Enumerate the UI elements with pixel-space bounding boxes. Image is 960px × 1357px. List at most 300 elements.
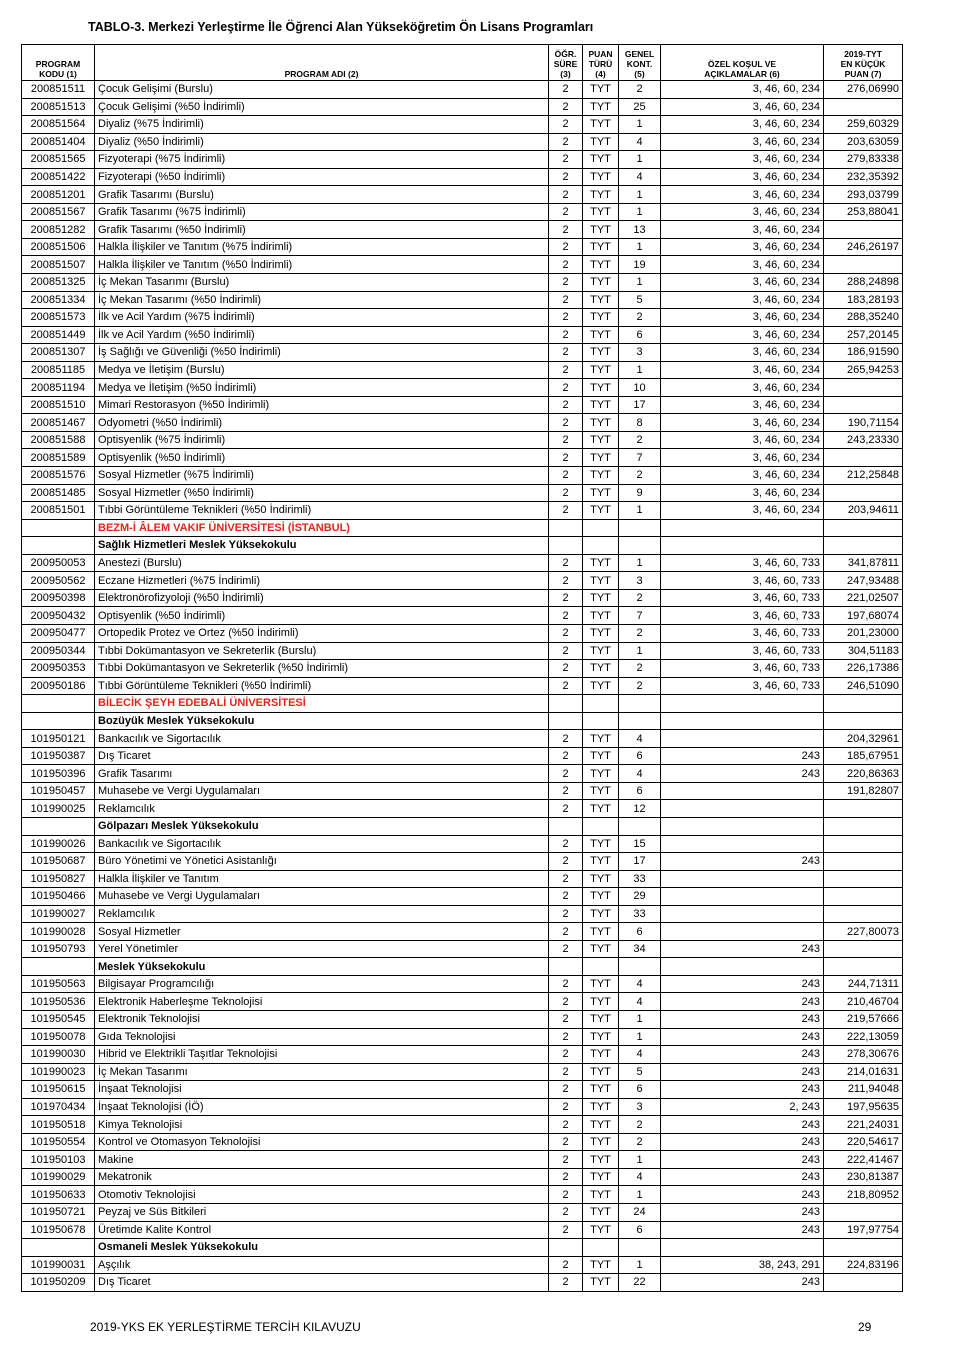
duration-cell: 2 bbox=[549, 1081, 583, 1099]
score-type-cell: TYT bbox=[583, 554, 619, 572]
program-code-cell: 101950121 bbox=[22, 730, 95, 748]
quota-cell: 2 bbox=[619, 1133, 661, 1151]
min-score-cell: 201,23000 bbox=[824, 624, 903, 642]
quota-cell: 6 bbox=[619, 1221, 661, 1239]
table-row bbox=[22, 361, 903, 379]
conditions-cell: 3, 46, 60, 234 bbox=[661, 309, 824, 327]
program-name-cell: Tıbbi Dokümantasyon ve Sekreterlik (%50 İndirimli) bbox=[95, 660, 549, 678]
score-type-cell: TYT bbox=[583, 1274, 619, 1292]
quota-cell bbox=[619, 712, 661, 730]
min-score-cell bbox=[824, 870, 903, 888]
min-score-cell: 278,30676 bbox=[824, 1046, 903, 1064]
program-code-cell: 200851467 bbox=[22, 414, 95, 432]
min-score-cell: 211,94048 bbox=[824, 1081, 903, 1099]
program-name-cell: Halkla İlişkiler ve Tanıtım bbox=[95, 870, 549, 888]
score-type-cell: TYT bbox=[583, 203, 619, 221]
program-code-cell: 101990025 bbox=[22, 800, 95, 818]
program-code-cell: 101950563 bbox=[22, 975, 95, 993]
program-name-cell: Büro Yönetimi ve Yönetici Asistanlığı bbox=[95, 853, 549, 871]
table-row bbox=[22, 782, 903, 800]
quota-cell: 4 bbox=[619, 1168, 661, 1186]
school-row bbox=[22, 817, 903, 835]
quota-cell: 6 bbox=[619, 782, 661, 800]
conditions-cell bbox=[661, 519, 824, 537]
quota-cell bbox=[619, 958, 661, 976]
table-row bbox=[22, 642, 903, 660]
quota-cell bbox=[619, 519, 661, 537]
quota-cell: 1 bbox=[619, 1010, 661, 1028]
min-score-cell: 183,28193 bbox=[824, 291, 903, 309]
score-type-cell: TYT bbox=[583, 484, 619, 502]
program-name-cell: Çocuk Gelişimi (%50 İndirimli) bbox=[95, 98, 549, 116]
conditions-cell: 3, 46, 60, 234 bbox=[661, 186, 824, 204]
program-code-cell: 101950387 bbox=[22, 747, 95, 765]
conditions-cell: 3, 46, 60, 234 bbox=[661, 116, 824, 134]
min-score-cell: 224,83196 bbox=[824, 1256, 903, 1274]
quota-cell: 4 bbox=[619, 993, 661, 1011]
table-row bbox=[22, 1151, 903, 1169]
score-type-cell: TYT bbox=[583, 747, 619, 765]
program-code-cell bbox=[22, 958, 95, 976]
conditions-cell: 3, 46, 60, 234 bbox=[661, 98, 824, 116]
table-row bbox=[22, 1274, 903, 1292]
conditions-cell bbox=[661, 905, 824, 923]
min-score-cell bbox=[824, 712, 903, 730]
quota-cell bbox=[619, 695, 661, 713]
table-row bbox=[22, 660, 903, 678]
school-row bbox=[22, 537, 903, 555]
table-row bbox=[22, 572, 903, 590]
score-type-cell: TYT bbox=[583, 1221, 619, 1239]
min-score-cell: 197,95635 bbox=[824, 1098, 903, 1116]
program-code-cell: 200851507 bbox=[22, 256, 95, 274]
duration-cell bbox=[549, 1239, 583, 1257]
min-score-cell: 222,41467 bbox=[824, 1151, 903, 1169]
conditions-cell: 3, 46, 60, 733 bbox=[661, 642, 824, 660]
program-name-cell: Diyaliz (%75 İndirimli) bbox=[95, 116, 549, 134]
quota-cell: 17 bbox=[619, 853, 661, 871]
score-type-cell: TYT bbox=[583, 888, 619, 906]
min-score-cell: 288,24898 bbox=[824, 274, 903, 292]
score-type-cell: TYT bbox=[583, 379, 619, 397]
quota-cell: 1 bbox=[619, 274, 661, 292]
duration-cell: 2 bbox=[549, 1010, 583, 1028]
score-type-cell: TYT bbox=[583, 765, 619, 783]
min-score-cell: 219,57666 bbox=[824, 1010, 903, 1028]
program-code-cell: 101950633 bbox=[22, 1186, 95, 1204]
conditions-cell bbox=[661, 782, 824, 800]
program-name-cell: Diyaliz (%50 İndirimli) bbox=[95, 133, 549, 151]
program-name-cell: Muhasebe ve Vergi Uygulamaları bbox=[95, 782, 549, 800]
conditions-cell: 3, 46, 60, 234 bbox=[661, 168, 824, 186]
program-code-cell: 200950477 bbox=[22, 624, 95, 642]
conditions-cell: 3, 46, 60, 234 bbox=[661, 379, 824, 397]
table-row bbox=[22, 1256, 903, 1274]
table-body bbox=[22, 81, 903, 1292]
duration-cell: 2 bbox=[549, 1063, 583, 1081]
quota-cell: 7 bbox=[619, 607, 661, 625]
quota-cell: 15 bbox=[619, 835, 661, 853]
program-name-cell: Halkla İlişkiler ve Tanıtım (%50 İndirimli) bbox=[95, 256, 549, 274]
program-code-cell: 200950353 bbox=[22, 660, 95, 678]
table-row bbox=[22, 800, 903, 818]
program-code-cell: 101950554 bbox=[22, 1133, 95, 1151]
program-code-cell: 101950457 bbox=[22, 782, 95, 800]
quota-cell bbox=[619, 817, 661, 835]
program-name-cell: Makine bbox=[95, 1151, 549, 1169]
table-row bbox=[22, 344, 903, 362]
program-name-cell: Fizyoterapi (%75 İndirimli) bbox=[95, 151, 549, 169]
conditions-cell: 243 bbox=[661, 1274, 824, 1292]
quota-cell: 4 bbox=[619, 765, 661, 783]
header-line: AÇIKLAMALAR (6) bbox=[704, 69, 780, 79]
score-type-cell: TYT bbox=[583, 1098, 619, 1116]
score-type-cell: TYT bbox=[583, 151, 619, 169]
program-name-cell: Elektronik Haberleşme Teknolojisi bbox=[95, 993, 549, 1011]
duration-cell: 2 bbox=[549, 1133, 583, 1151]
program-code-cell: 200851422 bbox=[22, 168, 95, 186]
program-code-cell: 101990030 bbox=[22, 1046, 95, 1064]
program-code-cell bbox=[22, 537, 95, 555]
program-name-cell: Gıda Teknolojisi bbox=[95, 1028, 549, 1046]
min-score-cell bbox=[824, 484, 903, 502]
conditions-cell: 243 bbox=[661, 1081, 824, 1099]
min-score-cell: 203,94611 bbox=[824, 502, 903, 520]
table-row bbox=[22, 1204, 903, 1222]
program-code-cell: 101950721 bbox=[22, 1204, 95, 1222]
quota-cell: 24 bbox=[619, 1204, 661, 1222]
program-code-cell: 101950545 bbox=[22, 1010, 95, 1028]
min-score-cell: 204,32961 bbox=[824, 730, 903, 748]
conditions-cell: 243 bbox=[661, 1186, 824, 1204]
program-name-cell: Üretimde Kalite Kontrol bbox=[95, 1221, 549, 1239]
quota-cell: 3 bbox=[619, 344, 661, 362]
min-score-cell bbox=[824, 449, 903, 467]
quota-cell: 19 bbox=[619, 256, 661, 274]
conditions-cell: 3, 46, 60, 733 bbox=[661, 572, 824, 590]
score-type-cell bbox=[583, 695, 619, 713]
program-name-cell: Hibrid ve Elektrikli Taşıtlar Teknolojisi bbox=[95, 1046, 549, 1064]
program-name-cell: İlk ve Acil Yardım (%50 İndirimli) bbox=[95, 326, 549, 344]
program-code-cell: 200851201 bbox=[22, 186, 95, 204]
table-row bbox=[22, 1046, 903, 1064]
school-row bbox=[22, 1239, 903, 1257]
table-row bbox=[22, 256, 903, 274]
table-row bbox=[22, 1168, 903, 1186]
table-row bbox=[22, 133, 903, 151]
program-name-cell: Grafik Tasarımı (Burslu) bbox=[95, 186, 549, 204]
program-code-cell: 200851511 bbox=[22, 81, 95, 99]
min-score-cell: 221,24031 bbox=[824, 1116, 903, 1134]
min-score-cell: 197,97754 bbox=[824, 1221, 903, 1239]
program-name-cell: İç Mekan Tasarımı bbox=[95, 1063, 549, 1081]
score-type-cell: TYT bbox=[583, 1186, 619, 1204]
min-score-cell: 221,02507 bbox=[824, 589, 903, 607]
program-name-cell: Bankacılık ve Sigortacılık bbox=[95, 835, 549, 853]
program-name-cell: İç Mekan Tasarımı (Burslu) bbox=[95, 274, 549, 292]
table-row bbox=[22, 98, 903, 116]
quota-cell: 1 bbox=[619, 1186, 661, 1204]
score-type-cell: TYT bbox=[583, 923, 619, 941]
program-name-cell: Yerel Yönetimler bbox=[95, 940, 549, 958]
table-row bbox=[22, 607, 903, 625]
duration-cell: 2 bbox=[549, 1168, 583, 1186]
min-score-cell: 220,86363 bbox=[824, 765, 903, 783]
table-row bbox=[22, 747, 903, 765]
program-name-cell: Medya ve İletişim (Burslu) bbox=[95, 361, 549, 379]
score-type-cell bbox=[583, 519, 619, 537]
min-score-cell bbox=[824, 888, 903, 906]
table-row bbox=[22, 484, 903, 502]
school-row bbox=[22, 958, 903, 976]
min-score-cell: 304,51183 bbox=[824, 642, 903, 660]
duration-cell: 2 bbox=[549, 484, 583, 502]
program-code-cell: 200851510 bbox=[22, 396, 95, 414]
score-type-cell: TYT bbox=[583, 572, 619, 590]
page-number: 29 bbox=[858, 1320, 872, 1334]
duration-cell: 2 bbox=[549, 589, 583, 607]
page-title: TABLO-3. Merkezi Yerleştirme İle Öğrenci Alan Yükseköğretim Ön Lisans Programları bbox=[88, 20, 594, 34]
program-code-cell: 200851513 bbox=[22, 98, 95, 116]
program-code-cell: 200851404 bbox=[22, 133, 95, 151]
duration-cell: 2 bbox=[549, 361, 583, 379]
score-type-cell: TYT bbox=[583, 660, 619, 678]
duration-cell: 2 bbox=[549, 291, 583, 309]
table-row bbox=[22, 993, 903, 1011]
min-score-cell: 220,54617 bbox=[824, 1133, 903, 1151]
program-code-cell: 200950398 bbox=[22, 589, 95, 607]
program-name-cell: Aşçılık bbox=[95, 1256, 549, 1274]
header-min-score bbox=[824, 45, 903, 81]
table-row bbox=[22, 309, 903, 327]
duration-cell: 2 bbox=[549, 1204, 583, 1222]
conditions-cell: 3, 46, 60, 234 bbox=[661, 467, 824, 485]
conditions-cell: 243 bbox=[661, 1133, 824, 1151]
table-row bbox=[22, 905, 903, 923]
quota-cell: 1 bbox=[619, 203, 661, 221]
min-score-cell: 246,51090 bbox=[824, 677, 903, 695]
duration-cell: 2 bbox=[549, 993, 583, 1011]
score-type-cell: TYT bbox=[583, 256, 619, 274]
program-name-cell: İnşaat Teknolojisi (İÖ) bbox=[95, 1098, 549, 1116]
quota-cell: 1 bbox=[619, 238, 661, 256]
quota-cell: 1 bbox=[619, 642, 661, 660]
min-score-cell bbox=[824, 396, 903, 414]
program-code-cell: 101970434 bbox=[22, 1098, 95, 1116]
program-name-cell: Anestezi (Burslu) bbox=[95, 554, 549, 572]
min-score-cell: 190,71154 bbox=[824, 414, 903, 432]
program-code-cell: 101950209 bbox=[22, 1274, 95, 1292]
program-code-cell: 200851325 bbox=[22, 274, 95, 292]
score-type-cell: TYT bbox=[583, 431, 619, 449]
program-name-cell: Gölpazarı Meslek Yüksekokulu bbox=[95, 817, 549, 835]
conditions-cell: 3, 46, 60, 733 bbox=[661, 677, 824, 695]
program-name-cell: Kontrol ve Otomasyon Teknolojisi bbox=[95, 1133, 549, 1151]
quota-cell: 6 bbox=[619, 326, 661, 344]
program-name-cell: İnşaat Teknolojisi bbox=[95, 1081, 549, 1099]
table-row bbox=[22, 1063, 903, 1081]
score-type-cell: TYT bbox=[583, 274, 619, 292]
min-score-cell bbox=[824, 519, 903, 537]
conditions-cell: 243 bbox=[661, 765, 824, 783]
duration-cell: 2 bbox=[549, 203, 583, 221]
duration-cell: 2 bbox=[549, 624, 583, 642]
conditions-cell bbox=[661, 835, 824, 853]
duration-cell: 2 bbox=[549, 800, 583, 818]
quota-cell: 4 bbox=[619, 168, 661, 186]
score-type-cell: TYT bbox=[583, 1256, 619, 1274]
score-type-cell: TYT bbox=[583, 221, 619, 239]
conditions-cell bbox=[661, 695, 824, 713]
header-line: KONT. bbox=[626, 59, 653, 69]
quota-cell: 1 bbox=[619, 361, 661, 379]
quota-cell: 2 bbox=[619, 81, 661, 99]
duration-cell: 2 bbox=[549, 502, 583, 520]
header-quota bbox=[619, 45, 661, 81]
conditions-cell: 3, 46, 60, 234 bbox=[661, 502, 824, 520]
duration-cell: 2 bbox=[549, 98, 583, 116]
table-row bbox=[22, 835, 903, 853]
program-code-cell: 101950078 bbox=[22, 1028, 95, 1046]
duration-cell: 2 bbox=[549, 923, 583, 941]
program-code-cell: 200851185 bbox=[22, 361, 95, 379]
duration-cell: 2 bbox=[549, 1151, 583, 1169]
score-type-cell: TYT bbox=[583, 940, 619, 958]
table-row bbox=[22, 1186, 903, 1204]
quota-cell: 4 bbox=[619, 133, 661, 151]
quota-cell: 34 bbox=[619, 940, 661, 958]
duration-cell: 2 bbox=[549, 81, 583, 99]
conditions-cell: 3, 46, 60, 234 bbox=[661, 256, 824, 274]
score-type-cell: TYT bbox=[583, 326, 619, 344]
program-code-cell: 101990029 bbox=[22, 1168, 95, 1186]
program-code-cell: 200851334 bbox=[22, 291, 95, 309]
duration-cell bbox=[549, 519, 583, 537]
conditions-cell: 3, 46, 60, 733 bbox=[661, 660, 824, 678]
conditions-cell: 3, 46, 60, 733 bbox=[661, 589, 824, 607]
university-row bbox=[22, 695, 903, 713]
duration-cell: 2 bbox=[549, 309, 583, 327]
min-score-cell bbox=[824, 1204, 903, 1222]
conditions-cell: 243 bbox=[661, 975, 824, 993]
quota-cell: 1 bbox=[619, 116, 661, 134]
conditions-cell: 3, 46, 60, 234 bbox=[661, 449, 824, 467]
program-code-cell: 200851588 bbox=[22, 431, 95, 449]
conditions-cell: 38, 243, 291 bbox=[661, 1256, 824, 1274]
score-type-cell bbox=[583, 712, 619, 730]
program-code-cell: 200851567 bbox=[22, 203, 95, 221]
duration-cell: 2 bbox=[549, 431, 583, 449]
program-name-cell: Grafik Tasarımı bbox=[95, 765, 549, 783]
score-type-cell: TYT bbox=[583, 309, 619, 327]
program-name-cell: Optisyenlik (%50 İndirimli) bbox=[95, 607, 549, 625]
min-score-cell: 247,93488 bbox=[824, 572, 903, 590]
duration-cell: 2 bbox=[549, 151, 583, 169]
program-name-cell: Sosyal Hizmetler bbox=[95, 923, 549, 941]
duration-cell: 2 bbox=[549, 168, 583, 186]
score-type-cell: TYT bbox=[583, 1028, 619, 1046]
program-code-cell: 101990031 bbox=[22, 1256, 95, 1274]
conditions-cell bbox=[661, 923, 824, 941]
conditions-cell: 243 bbox=[661, 1168, 824, 1186]
program-name-cell: İş Sağlığı ve Güvenliği (%50 İndirimli) bbox=[95, 344, 549, 362]
table-row bbox=[22, 1133, 903, 1151]
min-score-cell bbox=[824, 905, 903, 923]
min-score-cell bbox=[824, 940, 903, 958]
score-type-cell: TYT bbox=[583, 133, 619, 151]
quota-cell: 1 bbox=[619, 1028, 661, 1046]
score-type-cell bbox=[583, 817, 619, 835]
program-code-cell: 200851573 bbox=[22, 309, 95, 327]
score-type-cell: TYT bbox=[583, 1063, 619, 1081]
quota-cell: 33 bbox=[619, 905, 661, 923]
score-type-cell: TYT bbox=[583, 414, 619, 432]
header-line: PUAN bbox=[588, 49, 613, 59]
program-name-cell: Muhasebe ve Vergi Uygulamaları bbox=[95, 888, 549, 906]
duration-cell: 2 bbox=[549, 396, 583, 414]
duration-cell: 2 bbox=[549, 1116, 583, 1134]
min-score-cell: 246,26197 bbox=[824, 238, 903, 256]
header-line: ÖZEL KOŞUL VE bbox=[707, 59, 777, 69]
program-code-cell: 200950432 bbox=[22, 607, 95, 625]
table-row bbox=[22, 624, 903, 642]
score-type-cell: TYT bbox=[583, 116, 619, 134]
conditions-cell: 3, 46, 60, 234 bbox=[661, 221, 824, 239]
program-code-cell: 200950053 bbox=[22, 554, 95, 572]
conditions-cell: 3, 46, 60, 234 bbox=[661, 133, 824, 151]
duration-cell: 2 bbox=[549, 1098, 583, 1116]
duration-cell: 2 bbox=[549, 414, 583, 432]
conditions-cell: 243 bbox=[661, 1063, 824, 1081]
min-score-cell: 191,82807 bbox=[824, 782, 903, 800]
program-code-cell: 101950536 bbox=[22, 993, 95, 1011]
program-name-cell: Eczane Hizmetleri (%75 İndirimli) bbox=[95, 572, 549, 590]
header-line: 2019-TYT bbox=[844, 49, 882, 59]
header-conditions bbox=[661, 45, 824, 81]
table-row bbox=[22, 1221, 903, 1239]
min-score-cell bbox=[824, 695, 903, 713]
conditions-cell bbox=[661, 537, 824, 555]
program-code-cell: 101950103 bbox=[22, 1151, 95, 1169]
conditions-cell: 3, 46, 60, 234 bbox=[661, 484, 824, 502]
quota-cell: 29 bbox=[619, 888, 661, 906]
conditions-cell: 3, 46, 60, 234 bbox=[661, 291, 824, 309]
table-row bbox=[22, 431, 903, 449]
program-code-cell: 101990027 bbox=[22, 905, 95, 923]
min-score-cell: 244,71311 bbox=[824, 975, 903, 993]
conditions-cell: 3, 46, 60, 733 bbox=[661, 554, 824, 572]
score-type-cell: TYT bbox=[583, 607, 619, 625]
program-name-cell: Dış Ticaret bbox=[95, 1274, 549, 1292]
duration-cell: 2 bbox=[549, 256, 583, 274]
score-type-cell: TYT bbox=[583, 238, 619, 256]
table-row bbox=[22, 186, 903, 204]
table-row bbox=[22, 274, 903, 292]
program-code-cell: 101950615 bbox=[22, 1081, 95, 1099]
program-name-cell: Odyometri (%50 İndirimli) bbox=[95, 414, 549, 432]
score-type-cell bbox=[583, 1239, 619, 1257]
quota-cell: 2 bbox=[619, 589, 661, 607]
min-score-cell: 288,35240 bbox=[824, 309, 903, 327]
conditions-cell: 3, 46, 60, 234 bbox=[661, 396, 824, 414]
program-code-cell: 101950827 bbox=[22, 870, 95, 888]
score-type-cell: TYT bbox=[583, 730, 619, 748]
min-score-cell: 218,80952 bbox=[824, 1186, 903, 1204]
program-code-cell bbox=[22, 712, 95, 730]
program-name-cell: Çocuk Gelişimi (Burslu) bbox=[95, 81, 549, 99]
program-code-cell: 101950518 bbox=[22, 1116, 95, 1134]
quota-cell: 6 bbox=[619, 747, 661, 765]
